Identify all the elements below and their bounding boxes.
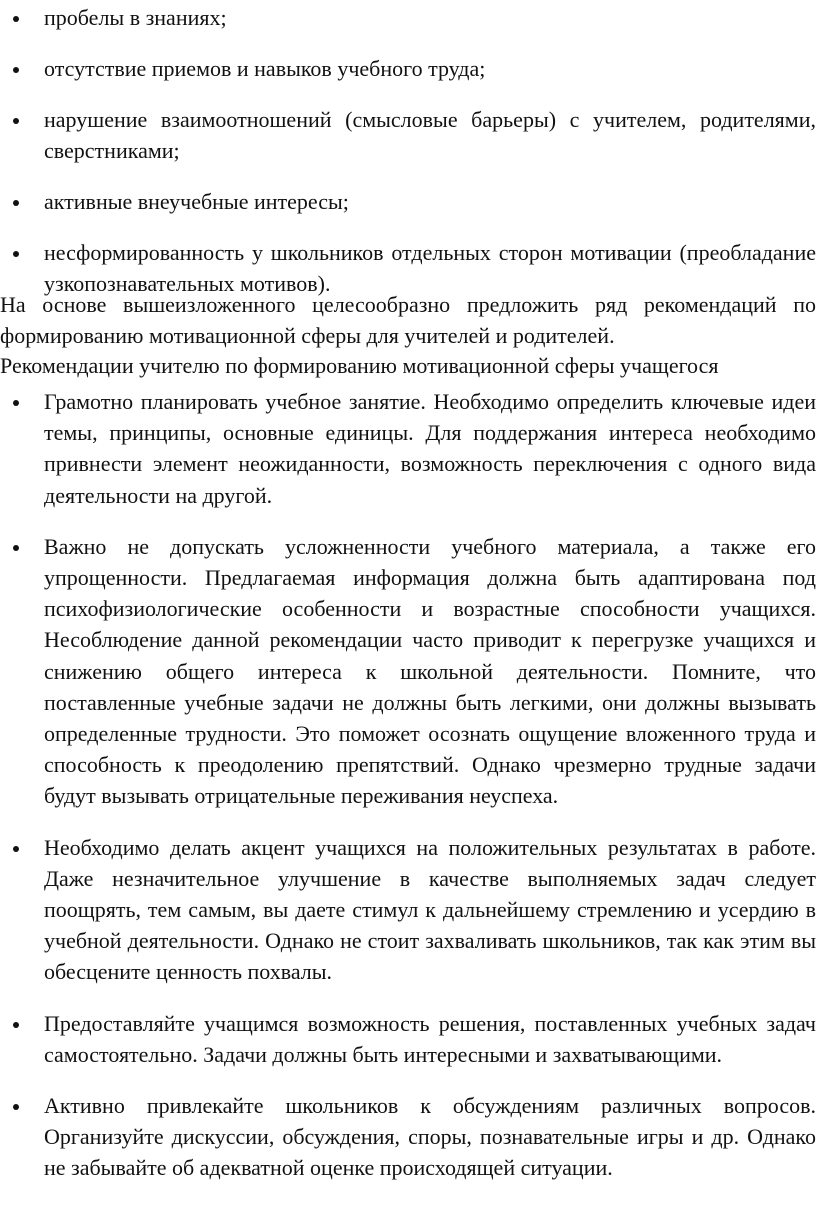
list-item-text: активные внеучебные интересы; <box>44 189 349 214</box>
list-item-text: нарушение взаимоотношений (смысловые барьеры) с учителем, родителями, сверстниками; <box>44 107 816 163</box>
bullet-icon <box>13 1022 19 1028</box>
list-item <box>0 386 816 511</box>
bullet-icon <box>13 16 19 22</box>
bullet-icon <box>13 118 19 124</box>
list-item-text: Важно не допускать усложненности учебного материала, а также его упрощенности. Предлагаемая информация должна быть адаптирована под психофизиологические особенности и возрастные способности учащихся. Несоблюдение данной рекомендации часто приводит к перегрузке учащихся и снижению общего интереса к школьной деятельности. Помните, что поставленные учебные задачи не должны быть легкими, они должны вызывать определенные трудности. Это поможет осознать ощущение вложенного труда и способность к преодолению препятствий. Однако чрезмерно трудные задачи будут вызывать отрицательные переживания неуспеха. <box>44 533 816 809</box>
bullet-icon <box>13 400 19 406</box>
list-item-text: Активно привлекайте школьников к обсуждениям различных вопросов. Организуйте дискуссии, обсуждения, споры, познавательные игры и др. Однако не забывайте об адекватной оценке происходящей ситуации. <box>44 1093 816 1181</box>
intro-paragraph: На основе вышеизложенного целесообразно предложить ряд рекомендаций по формированию мотивационной сферы для учителей и родителей. <box>0 292 816 348</box>
list-item <box>0 53 816 84</box>
recommendations-heading: Рекомендации учителю по формированию мотивационной сферы учащегося <box>0 353 719 378</box>
list-item <box>0 1090 816 1184</box>
list-item <box>0 1008 816 1070</box>
list-item <box>0 2 816 33</box>
recommendations-list <box>0 386 816 1204</box>
bullet-icon <box>13 251 19 257</box>
list-item-text: Грамотно планировать учебное занятие. Необходимо определить ключевые идеи темы, принципы, основные единицы. Для поддержания интереса необходимо привнести элемент неожиданности, возможность переключения с одного вида деятельности на другой. <box>44 389 816 508</box>
bullet-icon <box>13 67 19 73</box>
problems-list <box>0 2 816 319</box>
list-item <box>0 186 816 217</box>
list-item <box>0 104 816 166</box>
list-item-text: пробелы в знаниях; <box>44 5 227 30</box>
list-item <box>0 832 816 988</box>
list-item-text: несформированность у школьников отдельных сторон мотивации (преобладание узкопознавательных мотивов). <box>44 240 816 296</box>
list-item-text: отсутствие приемов и навыков учебного труда; <box>44 56 486 81</box>
list-item <box>0 531 816 812</box>
bullet-icon <box>13 545 19 551</box>
bullet-icon <box>13 200 19 206</box>
bullet-icon <box>13 1104 19 1110</box>
bullet-icon <box>13 846 19 852</box>
list-item-text: Предоставляйте учащимся возможность решения, поставленных учебных задач самостоятельно. Задачи должны быть интересными и захватывающими. <box>44 1010 816 1067</box>
list-item-text: Необходимо делать акцент учащихся на положительных результатах в работе. Даже незначительное улучшение в качестве выполняемых задач следует поощрять, тем самым, вы даете стимул к дальнейшему стремлению и усердию в учебной деятельности. Однако не стоит захваливать школьников, так как этим вы обесцените ценность похвалы. <box>44 834 816 985</box>
